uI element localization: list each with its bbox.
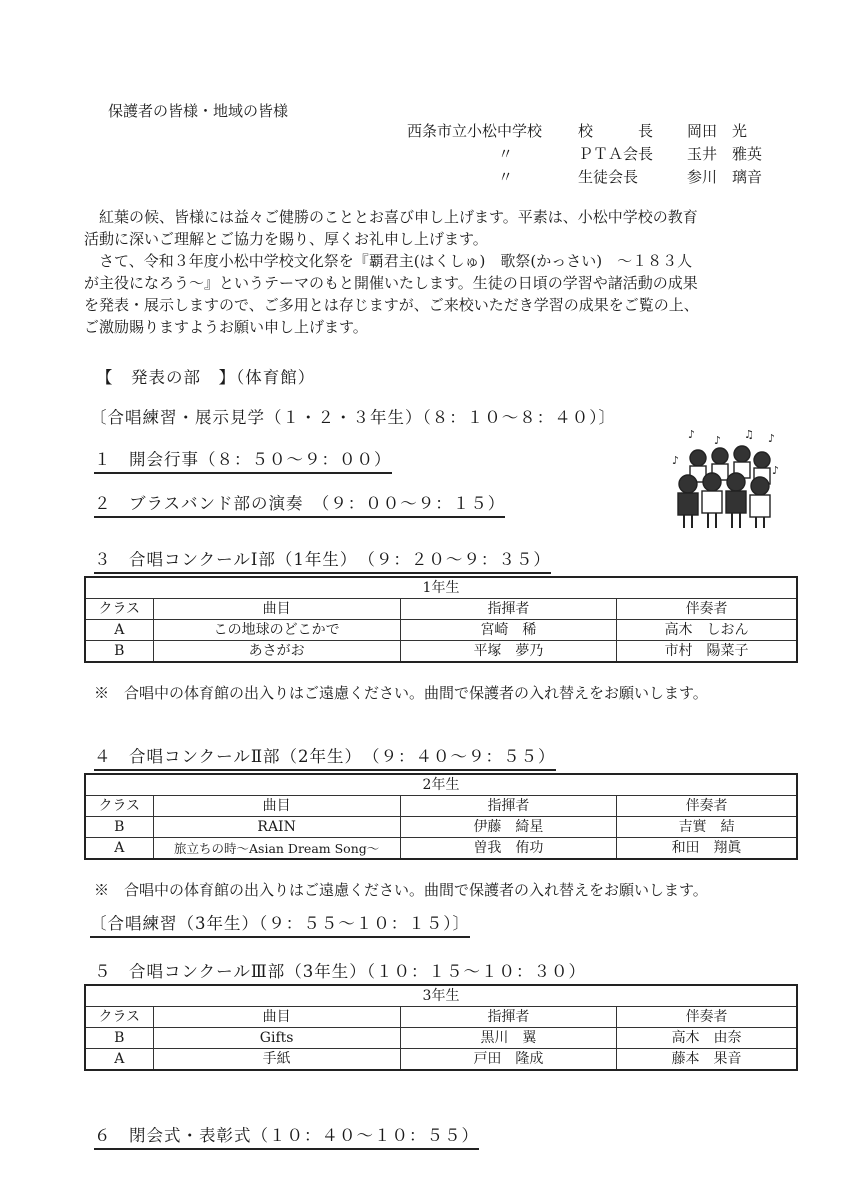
cell-conductor: 黒川 翼 [400, 1028, 616, 1049]
cell-song: RAIN [153, 817, 400, 838]
table-row [85, 1049, 797, 1071]
note: ※ 合唱中の体育館の出入りはご遠慮ください。曲間で保護者の入れ替えをお願いします。 [94, 684, 708, 702]
table-grade-heading: 2年生 [85, 774, 797, 796]
sender-org: 西条市立小松中学校 [407, 122, 543, 140]
greeting-line: 紅葉の候、皆様には益々ご健勝のこととお喜び申し上げます。平素は、小松中学校の教育 [84, 208, 698, 226]
sender-row [0, 166, 848, 186]
cell-song: 手紙 [153, 1049, 400, 1071]
svg-text:♪: ♪ [772, 464, 780, 477]
cell-class: B [85, 641, 153, 663]
cell-conductor: 戸田 隆成 [400, 1049, 616, 1071]
practice-schedule: 〔合唱練習（3年生）（９：５５～１０：１５）〕 [90, 910, 470, 938]
greeting-paragraph [84, 206, 784, 338]
cell-class: A [85, 1049, 153, 1071]
cell-song: あさがお [153, 641, 400, 663]
sender-name: 玉井 雅英 [687, 145, 763, 163]
cell-song: この地球のどこかで [153, 620, 400, 641]
sender-role: ＰＴＡ会長 [578, 145, 654, 163]
sender-row [0, 143, 848, 163]
sender-name: 参川 璃音 [687, 168, 763, 186]
svg-text:♫: ♫ [744, 428, 754, 441]
practice-schedule: 〔合唱練習・展示見学（１・２・３年生）（８：１０～８：４０）〕 [90, 408, 616, 427]
col-header-class: クラス [85, 796, 153, 817]
table-row [85, 1028, 797, 1049]
col-header-pianist: 伴奏者 [617, 1007, 797, 1028]
table-row [85, 620, 797, 641]
greeting-line: ご激励賜りますようお願い申し上げます。 [84, 318, 368, 336]
program-item: ５ 合唱コンクールⅢ部（3年生）（１０：１５～１０：３０） [94, 958, 586, 986]
cell-pianist: 和田 翔眞 [617, 838, 797, 860]
table-row [85, 641, 797, 663]
col-header-pianist: 伴奏者 [617, 599, 797, 620]
sender-role: 生徒会長 [578, 168, 639, 186]
col-header-pianist: 伴奏者 [617, 796, 797, 817]
grade3-choir-table [84, 984, 798, 1071]
table-grade-heading: 1年生 [85, 577, 797, 599]
grade2-choir-table [84, 773, 798, 860]
program-item: ２ ブラスバンド部の演奏 （９：００～９：１５） [94, 490, 505, 518]
addressee: 保護者の皆様・地域の皆様 [108, 102, 289, 120]
cell-conductor: 平塚 夢乃 [400, 641, 616, 663]
cell-conductor: 伊藤 綺星 [400, 817, 616, 838]
cell-conductor: 宮崎 稀 [400, 620, 616, 641]
program-item: ３ 合唱コンクールⅠ部（1年生） （９：２０～９：３５） [94, 546, 551, 574]
cell-pianist: 高木 由奈 [617, 1028, 797, 1049]
choir-singers-illustration [668, 428, 780, 532]
col-header-conductor: 指揮者 [400, 1007, 616, 1028]
svg-text:♪: ♪ [714, 434, 722, 447]
col-header-class: クラス [85, 599, 153, 620]
cell-pianist: 藤本 果音 [617, 1049, 797, 1071]
cell-conductor: 曽我 侑功 [400, 838, 616, 860]
table-row [85, 817, 797, 838]
svg-text:♪: ♪ [688, 428, 696, 441]
cell-song: Gifts [153, 1028, 400, 1049]
table-header-row [85, 599, 797, 620]
sender-row [0, 120, 848, 140]
cell-pianist: 市村 陽菜子 [617, 641, 797, 663]
svg-text:♪: ♪ [672, 454, 680, 467]
col-header-song: 曲目 [153, 599, 400, 620]
greeting-line: が主役になろう～』というテーマのもと開催いたします。生徒の日頃の学習や諸活動の成果 [84, 274, 698, 292]
cell-pianist: 吉實 結 [617, 817, 797, 838]
sender-org: 〃 [498, 168, 514, 186]
col-header-class: クラス [85, 1007, 153, 1028]
col-header-song: 曲目 [153, 1007, 400, 1028]
greeting-line: さて、令和３年度小松中学校文化祭を『覇君主(はくしゅ) 歌祭(かっさい) ～１８３人 [84, 252, 693, 270]
greeting-line: を発表・展示しますので、ご多用とは存じますが、ご来校いただき学習の成果をご覧の上、 [84, 296, 699, 314]
sender-name: 岡田 光 [687, 122, 748, 140]
svg-text:♪: ♪ [768, 432, 776, 445]
program-item: ４ 合唱コンクールⅡ部（2年生） （９：４０～９：５５） [94, 743, 556, 771]
col-header-conductor: 指揮者 [400, 599, 616, 620]
table-header-row [85, 796, 797, 817]
cell-class: B [85, 817, 153, 838]
grade1-choir-table [84, 576, 798, 663]
program-item: １ 開会行事（８：５０～９：００） [94, 446, 392, 474]
cell-class: A [85, 620, 153, 641]
cell-class: B [85, 1028, 153, 1049]
cell-song: 旅立ちの時～Asian Dream Song～ [153, 838, 400, 860]
col-header-song: 曲目 [153, 796, 400, 817]
greeting-line: 活動に深いご理解とご協力を賜り、厚くお礼申し上げます。 [84, 230, 488, 248]
sender-org: 〃 [498, 145, 514, 163]
cell-pianist: 高木 しおん [617, 620, 797, 641]
section-title: 【 発表の部 】（体育館） [96, 368, 316, 387]
table-row [85, 838, 797, 860]
cell-class: A [85, 838, 153, 860]
note: ※ 合唱中の体育館の出入りはご遠慮ください。曲間で保護者の入れ替えをお願いします。 [94, 881, 708, 899]
program-item: ６ 閉会式・表彰式（１０：４０～１０：５５） [94, 1122, 479, 1150]
col-header-conductor: 指揮者 [400, 796, 616, 817]
table-header-row [85, 1007, 797, 1028]
table-grade-heading: 3年生 [85, 985, 797, 1007]
sender-role: 校 長 [578, 122, 654, 140]
